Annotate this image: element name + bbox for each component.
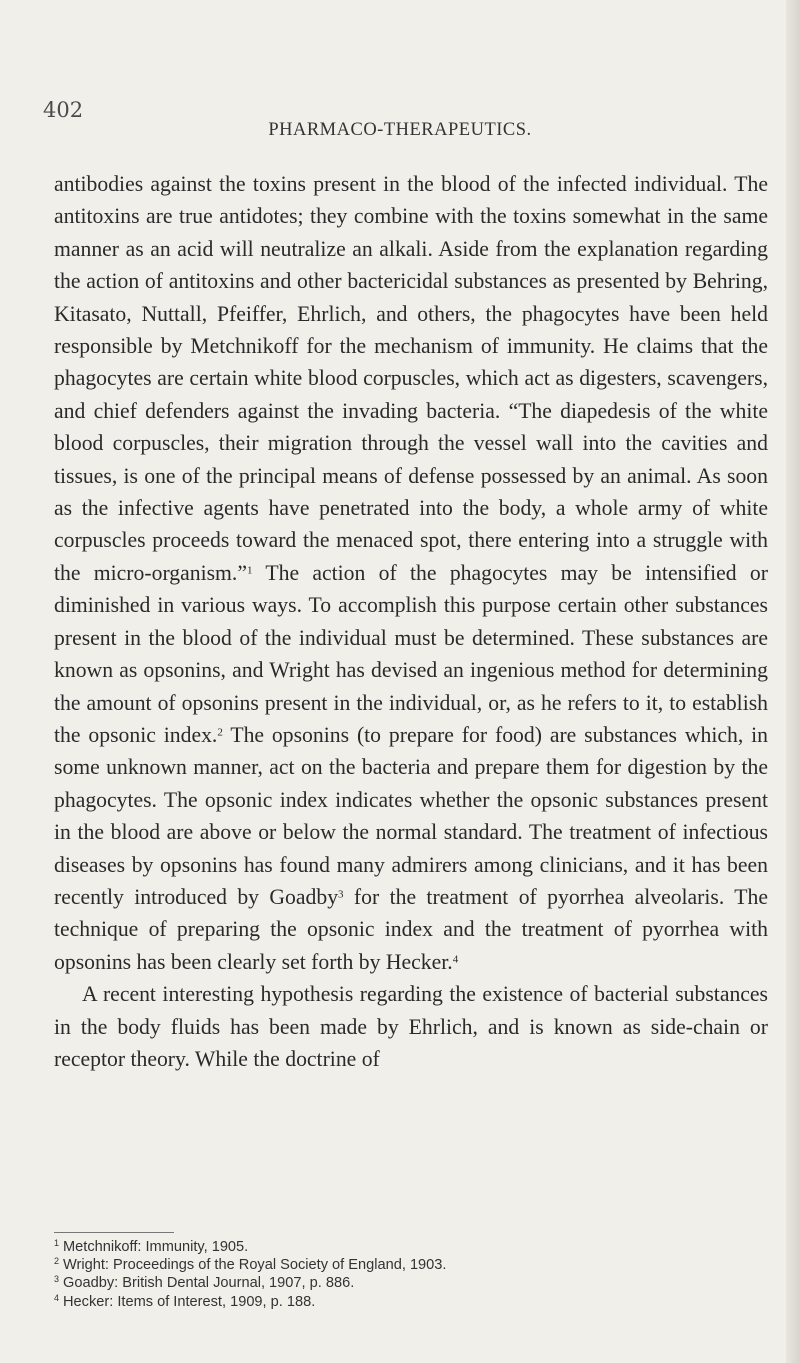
footnote-2 — [54, 1256, 768, 1274]
footnote-text: Wright: Proceedings of the Royal Society of England, 1903. — [63, 1257, 447, 1274]
footnote-3 — [54, 1274, 768, 1292]
footnote-number: 4 — [54, 1292, 60, 1303]
paragraph-2: A recent interesting hypothesis regarding the existence of bacterial substances in the body fluids has been made by Ehrlich, and is known as side-chain or receptor theory. While the doctrine of — [54, 982, 768, 1071]
footnote-4 — [54, 1293, 768, 1311]
footnote-ref-1: 1 — [246, 564, 253, 577]
footnote-divider — [54, 1232, 174, 1233]
page-edge — [786, 0, 800, 1363]
body-text — [54, 168, 768, 1075]
paragraph-1-part-a: antibodies against the toxins present in the blood of the infected individual. The antitoxins are true antidotes; they combine with the toxins somewhat in the same manner as an acid will neutralize an alkali. Aside from the explanation regarding the action of antitoxins and other bactericidal substances as presented by Behring, Kitasato, Nuttall, Pfeiffer, Ehrlich, and others, the phagocytes have been held responsible by Metchnikoff for the mechanism of immunity. He claims that the phagocytes are certain white blood corpuscles, which act as digesters, scavengers, and chief defenders against the invading bacteria. “The diapedesis of the white blood corpuscles, their migration through the vessel wall into the cavities and tissues, is one of the principal means of defense possessed by an animal. As soon as the infective agents have penetrated into the body, a whole army of white corpuscles proceeds toward the menaced spot, there entering into a struggle with the micro-organism.” — [54, 172, 768, 585]
footnote-text: Metchnikoff: Immunity, 1905. — [63, 1239, 249, 1255]
paragraph-1-part-c: The opsonins (to prepare for food) are substances which, in some unknown manner, act on the bacteria and prepare them for digestion by the phagocytes. The opsonic index indicates whether the opsonic substances present in the blood are above or below the normal standard. The treatment of infectious diseases by opsonins has found many admirers among clinicians, and it has been recently introduced by Goadby — [54, 722, 768, 909]
footnote-text: Goadby: British Dental Journal, 1907, p. 886. — [63, 1275, 355, 1292]
paragraph-1-part-b: The action of the phagocytes may be intensified or diminished in various ways. To accomplish this purpose certain other substances present in the blood of the individual must be determined. These substances are known as opsonins, and Wright has devised an ingenious method for determining the amount of opsonins present in the individual, or, as he refers to it, to establish the opsonic index. — [54, 560, 768, 747]
running-head: PHARMACO-THERAPEUTICS. — [268, 120, 532, 140]
footnote-number: 2 — [54, 1256, 60, 1267]
footnotes — [54, 1238, 768, 1311]
page-number: 402 — [43, 98, 84, 122]
footnote-number: 3 — [54, 1274, 60, 1285]
footnote-1 — [54, 1238, 768, 1256]
footnote-ref-3: 3 — [338, 888, 344, 901]
footnote-text: Hecker: Items of Interest, 1909, p. 188. — [63, 1293, 316, 1310]
footnote-ref-2: 2 — [217, 726, 223, 739]
paragraph-1 — [54, 168, 768, 978]
paragraph-1-part-d: for the treatment of pyorrhea alveolaris. The technique of preparing the opsonic index and the treatment of pyorrhea with opsonins has been clearly set forth by Hecker. — [54, 884, 768, 974]
footnote-ref-4: 4 — [452, 953, 459, 966]
footnote-number: 1 — [54, 1238, 60, 1249]
